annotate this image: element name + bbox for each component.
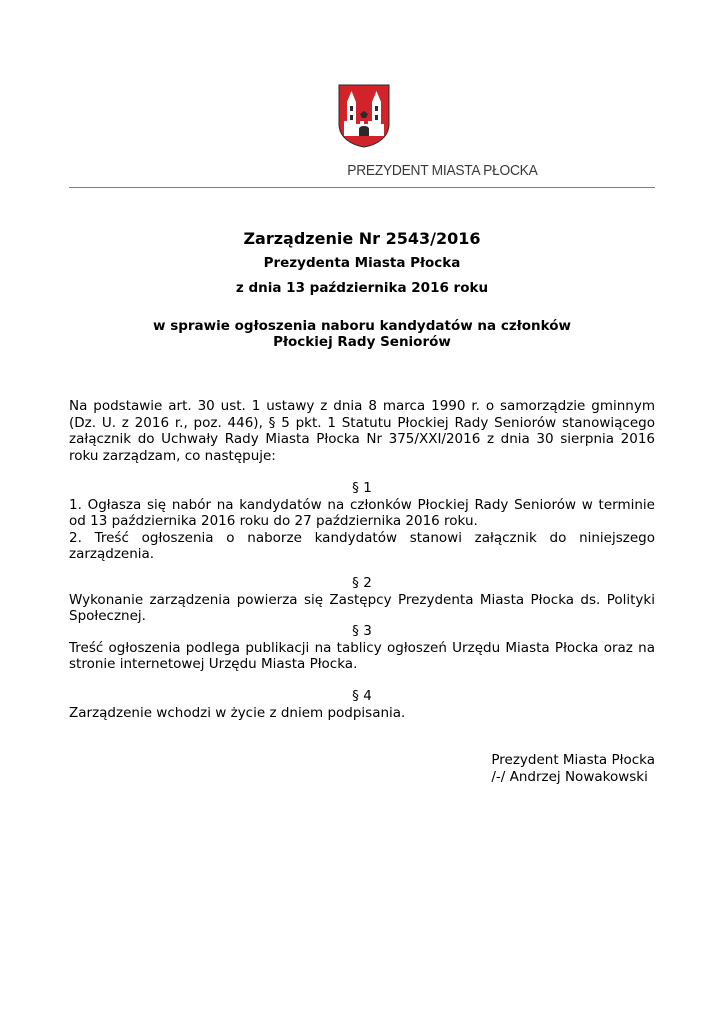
signature-block xyxy=(69,752,655,785)
header-divider xyxy=(69,187,655,188)
decree-issuer: Prezydenta Miasta Płocka xyxy=(263,255,461,271)
signature-name: /-/ Andrzej Nowakowski xyxy=(491,768,648,785)
section-1 xyxy=(69,480,655,563)
section-2 xyxy=(69,575,655,625)
subject-line-2: Płockiej Rady Seniorów xyxy=(273,334,451,350)
office-name: PREZYDENT MIASTA PŁOCKA xyxy=(346,162,538,179)
city-coat-of-arms-icon xyxy=(338,84,390,148)
section-mark: § 1 xyxy=(352,480,372,496)
decree-number: Zarządzenie Nr 2543/2016 xyxy=(243,229,481,248)
office-header xyxy=(0,160,724,179)
decree-date: z dnia 13 października 2016 roku xyxy=(235,280,489,296)
section-mark: § 4 xyxy=(352,688,372,704)
section-4 xyxy=(69,688,655,721)
section-paragraph: 2. Treść ogłoszenia o naborze kandydatów stanowi załącznik do niniejszego zarządzenia. xyxy=(69,529,655,562)
signature xyxy=(491,752,655,785)
section-paragraph: 1. Ogłasza się nabór na kandydatów na członków Płockiej Rady Seniorów w terminie od 13 października 2016 roku do 27 października 2016 roku. xyxy=(69,496,655,529)
decree-subject xyxy=(69,318,655,350)
section-paragraph: Treść ogłoszenia podlega publikacji na tablicy ogłoszeń Urzędu Miasta Płocka oraz na stronie internetowej Urzędu Miasta Płocka. xyxy=(69,639,655,672)
signature-role: Prezydent Miasta Płocka xyxy=(491,752,655,768)
section-paragraph: Wykonanie zarządzenia powierza się Zastępcy Prezydenta Miasta Płocka ds. Polityki Społecznej. xyxy=(69,591,655,624)
subject-line-1: w sprawie ogłoszenia naboru kandydatów na członków xyxy=(153,318,571,334)
section-mark: § 3 xyxy=(352,623,372,639)
section-mark: § 2 xyxy=(352,575,372,591)
preamble: Na podstawie art. 30 ust. 1 ustawy z dnia 8 marca 1990 r. o samorządzie gminnym (Dz. U. z 2016 r., poz. 446), § 5 pkt. 1 Statutu Płockiej Rady Seniorów stanowiącego załącznik do Uchwały Rady Miasta Płocka Nr 375/XXI/2016 z dnia 30 sierpnia 2016 roku zarządzam, co następuje: xyxy=(69,398,655,464)
section-3 xyxy=(69,623,655,673)
section-paragraph: Zarządzenie wchodzi w życie z dniem podpisania. xyxy=(69,704,406,721)
